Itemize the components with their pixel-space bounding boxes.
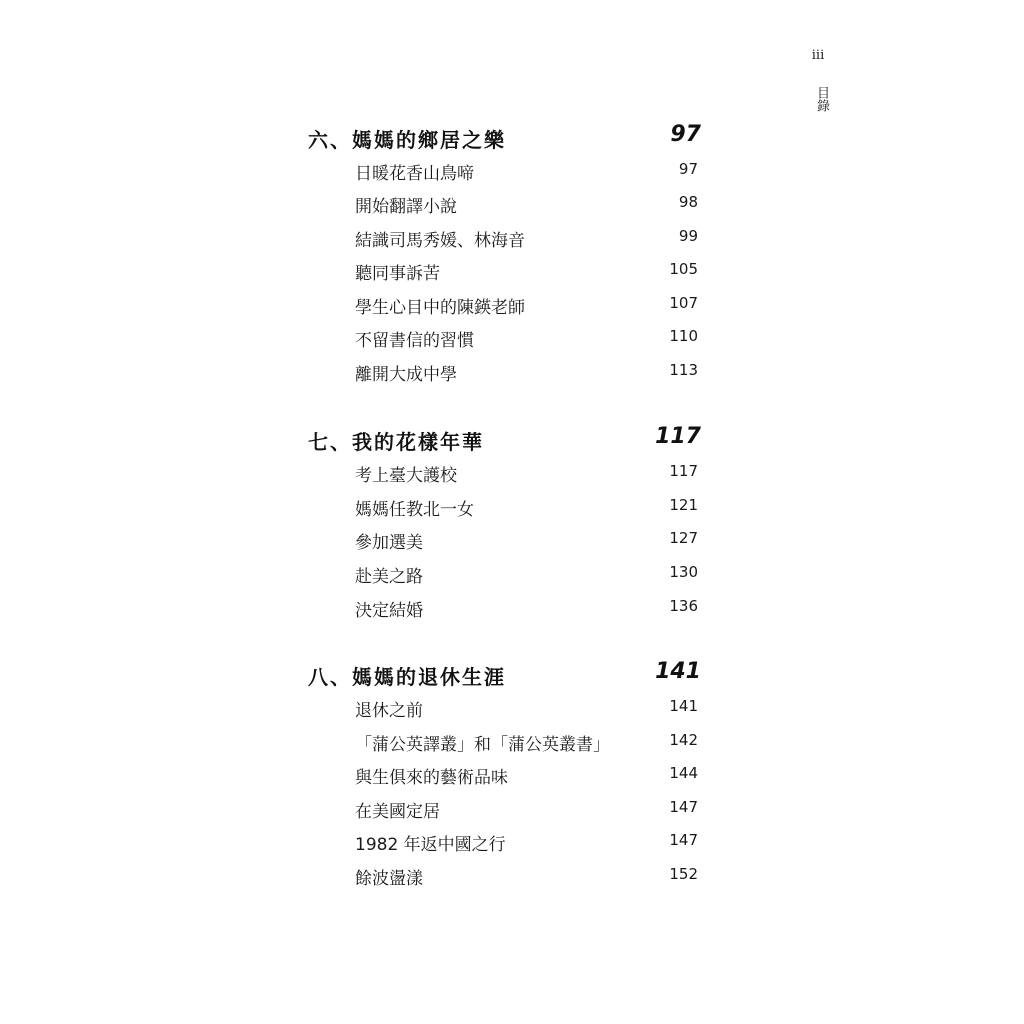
running-head: 目錄 — [814, 86, 829, 112]
toc-entry — [355, 495, 698, 521]
toc-entry — [355, 226, 698, 252]
toc-entry — [355, 192, 698, 218]
entry-title: 不留書信的習慣 — [355, 331, 474, 351]
entry-page-number: 147 — [669, 798, 698, 816]
entry-page-number: 121 — [669, 496, 698, 514]
entry-page-number: 136 — [669, 597, 698, 615]
entry-title: 聽同事訴苦 — [355, 264, 440, 284]
chapter-heading — [308, 122, 701, 154]
entry-title: 結識司馬秀媛、林海音 — [355, 231, 525, 251]
entry-page-number: 141 — [669, 697, 698, 715]
page-number: iii — [811, 48, 825, 63]
toc-entry — [355, 730, 698, 756]
toc-entry — [355, 797, 698, 823]
entry-title: 參加選美 — [355, 533, 423, 553]
entry-title: 在美國定居 — [355, 802, 440, 822]
entry-page-number: 99 — [678, 227, 698, 245]
entry-page-number: 107 — [669, 294, 698, 312]
entry-title: 考上臺大護校 — [355, 466, 457, 486]
entry-page-number: 127 — [669, 529, 698, 547]
entry-page-number: 105 — [669, 260, 698, 278]
entry-page-number: 113 — [669, 361, 698, 379]
entry-page-number: 117 — [669, 462, 698, 480]
entry-title: 與生俱來的藝術品味 — [355, 768, 508, 788]
entry-page-number: 147 — [669, 831, 698, 849]
entry-page-number: 144 — [669, 764, 698, 782]
entry-page-number: 130 — [669, 563, 698, 581]
entry-title: 離開大成中學 — [355, 365, 457, 385]
entry-title: 開始翻譯小說 — [355, 197, 457, 217]
toc-entry — [355, 596, 698, 622]
toc-entry — [355, 864, 698, 890]
chapter-title: 七、我的花樣年華 — [308, 430, 484, 454]
chapter-heading — [308, 659, 701, 691]
chapter-page-number: 141 — [655, 659, 701, 684]
entry-title: 退休之前 — [355, 701, 423, 721]
entry-page-number: 142 — [669, 731, 698, 749]
entry-title: 日暖花香山鳥啼 — [355, 164, 474, 184]
entry-title: 決定結婚 — [355, 601, 423, 621]
toc-entry — [355, 461, 698, 487]
toc-entry — [355, 562, 698, 588]
toc-entry — [355, 293, 698, 319]
entry-page-number: 97 — [678, 160, 698, 178]
entry-page-number: 98 — [678, 193, 698, 211]
toc-entry — [355, 528, 698, 554]
chapter-page-number: 97 — [670, 122, 701, 147]
entry-title: 赴美之路 — [355, 567, 423, 587]
entry-title: 學生心目中的陳鍈老師 — [355, 298, 525, 318]
entry-title: 餘波盪漾 — [355, 869, 423, 889]
chapter-title: 六、媽媽的鄉居之樂 — [308, 128, 506, 152]
toc-entry — [355, 159, 698, 185]
entry-title: 媽媽任教北一女 — [355, 500, 474, 520]
chapter-heading — [308, 424, 701, 456]
toc-entry — [355, 259, 698, 285]
toc-entry — [355, 830, 698, 856]
chapter-title: 八、媽媽的退休生涯 — [308, 665, 506, 689]
entry-title: 「蒲公英譯叢」和「蒲公英叢書」 — [355, 735, 610, 755]
entry-title: 1982 年返中國之行 — [355, 835, 506, 855]
toc-entry — [355, 360, 698, 386]
toc-entry — [355, 763, 698, 789]
entry-page-number: 152 — [669, 865, 698, 883]
entry-page-number: 110 — [669, 327, 698, 345]
toc-entry — [355, 326, 698, 352]
chapter-page-number: 117 — [655, 424, 701, 449]
toc-entry — [355, 696, 698, 722]
